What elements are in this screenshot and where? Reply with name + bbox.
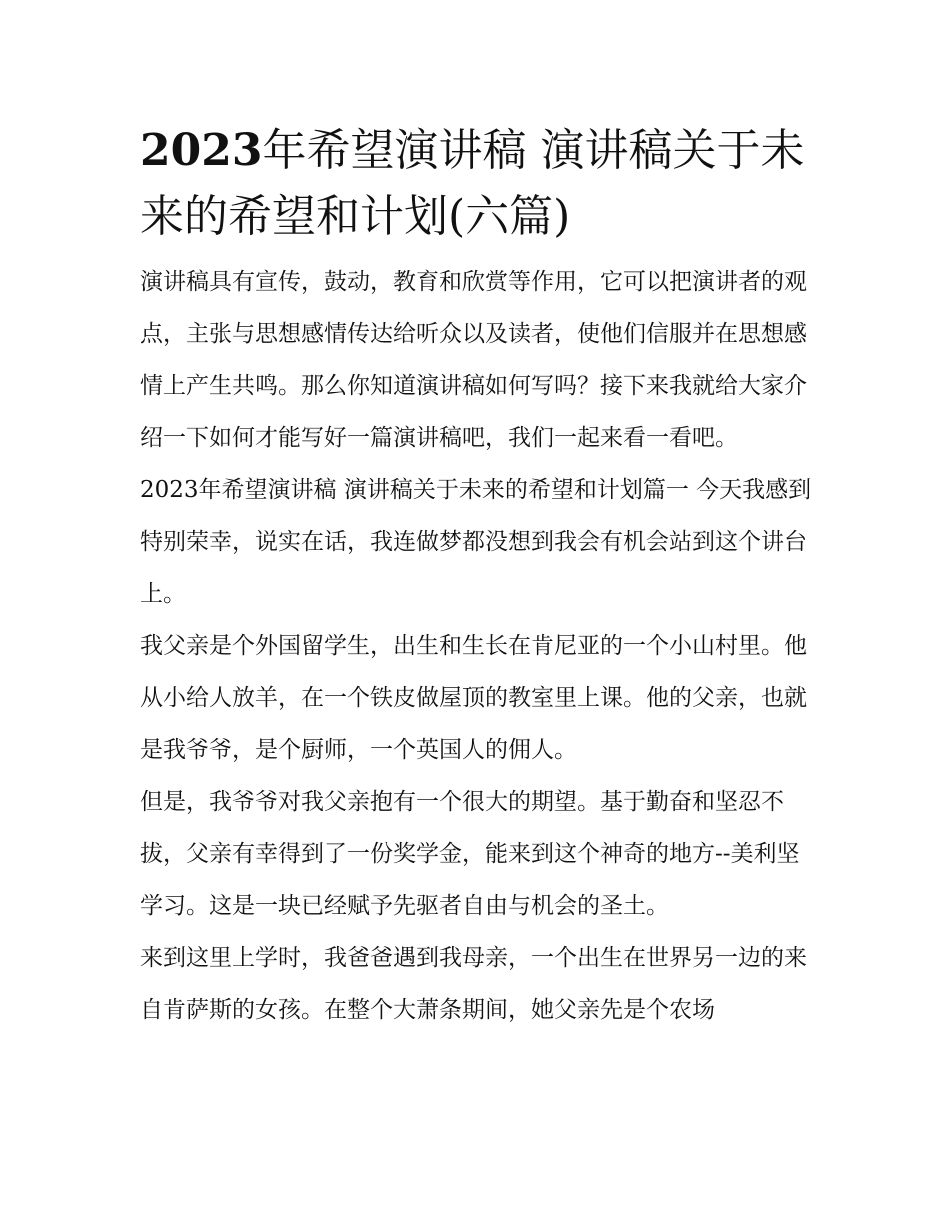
document-content	[140, 118, 815, 1036]
document-title	[140, 118, 815, 250]
paragraph-mother: 来到这里上学时，我爸爸遇到我母亲，一个出生在世界另一边的来自肯萨斯的女孩。在整个大萧条期间，她父亲先是个农场	[140, 945, 807, 1023]
paragraph-father: 我父亲是个外国留学生，出生和生长在肯尼亚的一个小山村里。他从小给人放羊，在一个铁皮做屋顶的教室里上课。他的父亲，也就是我爷爷，是个厨师，一个英国人的佣人。	[140, 633, 807, 763]
paragraph-section-one: 2023年希望演讲稿 演讲稿关于未来的希望和计划篇一 今天我感到特别荣幸，说实在话，我连做梦都没想到我会有机会站到这个讲台上。	[140, 477, 812, 607]
title-year: 2023	[140, 125, 263, 176]
paragraph-grandfather-hope: 但是，我爷爷对我父亲抱有一个很大的期望。基于勤奋和坚忍不拔，父亲有幸得到了一份奖学金，能来到这个神奇的地方--美利坚学习。这是一块已经赋予先驱者自由与机会的圣土。	[140, 789, 800, 919]
paragraph-intro: 演讲稿具有宣传，鼓动，教育和欣赏等作用，它可以把演讲者的观点，主张与思想感情传达给听众以及读者，使他们信服并在思想感情上产生共鸣。那么你知道演讲稿如何写吗？接下来我就给大家介绍一下如何才能写好一篇演讲稿吧，我们一起来看一看吧。	[140, 269, 807, 451]
title-text: 年希望演讲稿 演讲稿关于未来的希望和计划(六篇)	[140, 125, 805, 242]
